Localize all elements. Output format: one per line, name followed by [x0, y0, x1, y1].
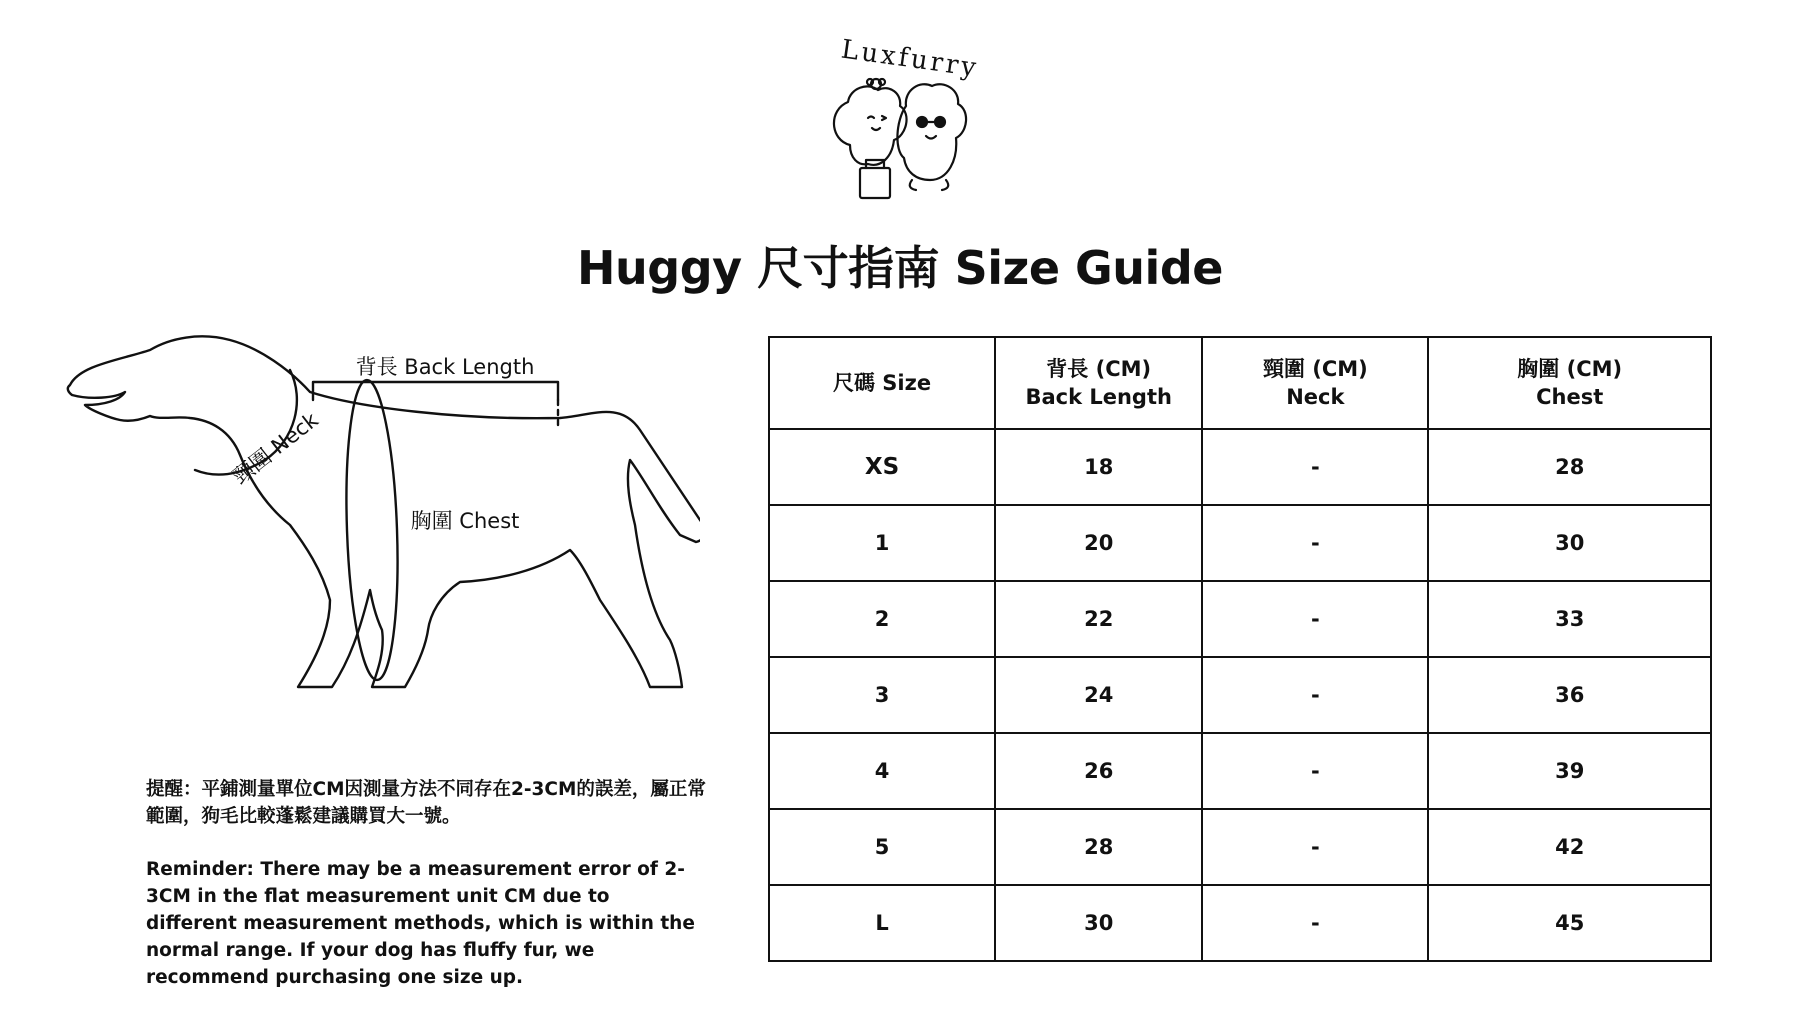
dog-outline — [68, 336, 700, 687]
cell-chest: 36 — [1428, 657, 1711, 733]
cell-neck: - — [1202, 581, 1428, 657]
header-neck: 頸圍 (CM) Neck — [1202, 337, 1428, 429]
cell-chest: 42 — [1428, 809, 1711, 885]
cell-size: 2 — [769, 581, 995, 657]
cell-back-length: 18 — [995, 429, 1202, 505]
cell-neck: - — [1202, 429, 1428, 505]
cell-size: 3 — [769, 657, 995, 733]
cell-chest: 30 — [1428, 505, 1711, 581]
cell-chest: 28 — [1428, 429, 1711, 505]
reminder-zh: 提醒：平鋪測量單位CM因測量方法不同存在2-3CM的誤差，屬正常範圍，狗毛比較蓬鬆建議購買大一號。 — [146, 779, 706, 827]
cell-chest: 45 — [1428, 885, 1711, 961]
reminder-en: Reminder: There may be a measurement error of 2-3CM in the flat measurement unit CM due to different measurement methods, which is within the normal range. If your dog has fluffy fur, we recommend purchasing one size up. — [146, 859, 695, 988]
table-row — [769, 429, 1711, 505]
cell-neck: - — [1202, 733, 1428, 809]
back-length-bracket — [313, 382, 558, 400]
brand-name: Luxfurry — [839, 34, 981, 84]
back-length-label: 背長 Back Length — [355, 355, 535, 379]
reminder-notes — [146, 776, 706, 991]
cell-size: XS — [769, 429, 995, 505]
luxfurry-logo-icon — [820, 40, 1000, 210]
cell-size: 1 — [769, 505, 995, 581]
table-row — [769, 885, 1711, 961]
cell-back-length: 26 — [995, 733, 1202, 809]
cell-back-length: 30 — [995, 885, 1202, 961]
cell-back-length: 22 — [995, 581, 1202, 657]
neck-label: 頸圍 Neck — [228, 407, 323, 489]
cell-back-length: 28 — [995, 809, 1202, 885]
cell-size: 5 — [769, 809, 995, 885]
table-row — [769, 657, 1711, 733]
chest-label: 胸圍 Chest — [410, 509, 520, 533]
cell-back-length: 20 — [995, 505, 1202, 581]
cell-neck: - — [1202, 809, 1428, 885]
page-title: Huggy 尺寸指南 Size Guide — [577, 241, 1223, 295]
table-row — [769, 733, 1711, 809]
cell-neck: - — [1202, 657, 1428, 733]
cell-neck: - — [1202, 505, 1428, 581]
size-table — [768, 336, 1712, 962]
cell-neck: - — [1202, 885, 1428, 961]
cell-size: L — [769, 885, 995, 961]
dog-measurement-diagram — [60, 330, 700, 750]
cell-chest: 39 — [1428, 733, 1711, 809]
cell-chest: 33 — [1428, 581, 1711, 657]
header-back-length: 背長 (CM) Back Length — [995, 337, 1202, 429]
cell-back-length: 24 — [995, 657, 1202, 733]
table-header-row — [769, 337, 1711, 429]
table-row — [769, 581, 1711, 657]
cell-size: 4 — [769, 733, 995, 809]
table-row — [769, 809, 1711, 885]
chest-measure-line — [342, 379, 402, 681]
header-size: 尺碼 Size — [769, 337, 995, 429]
table-row — [769, 505, 1711, 581]
header-chest: 胸圍 (CM) Chest — [1428, 337, 1711, 429]
